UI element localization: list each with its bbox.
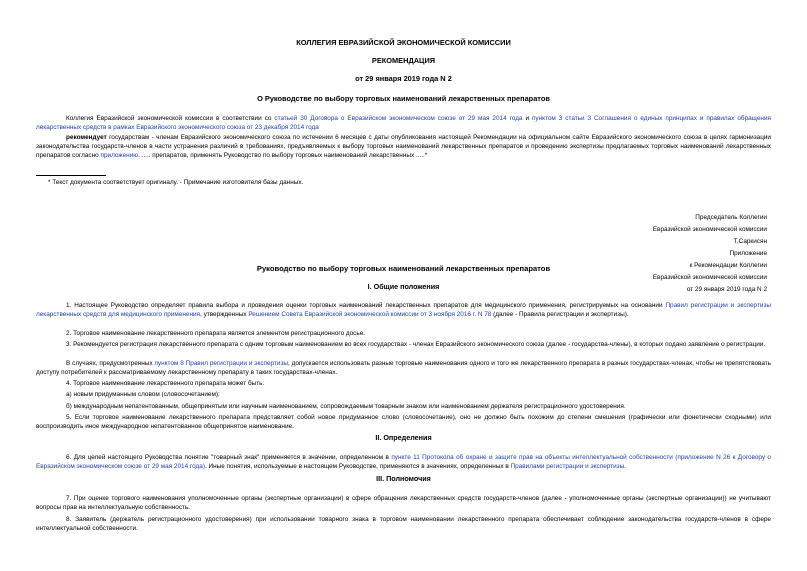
link-registration-rules[interactable]: Правил регистрации и экспертизы лекарственных средств для медицинского применения xyxy=(36,302,771,318)
body-paragraph-5: 5. Если торговое наименование лекарственного препарата представляет собой новое придуманное слово (словосочетание), оно не должно быть похожим до степени смешения (графически или фонетически сходными) или воспроизводить иное международное непатентованное общепринятое наименование. xyxy=(36,414,771,430)
body-paragraph-4a: а) новым придуманным словом (словосочетанием); xyxy=(66,391,220,398)
intro-paragraph-1: Коллегия Евразийской экономической комиссии в соответствии со статьей 30 Договора о Евразийском экономическом союзе от 29 мая 2014 года и пунктом 3 статьи 3 Соглашения о единых принципах и правилах обращения лекарственных средств в рамках Евразийского экономического союза от 23 декабря 2014 года xyxy=(36,115,771,131)
footnote: * Текст документа соответствует оригиналу. - Примечание изготовителя базы данных. xyxy=(48,179,304,186)
guide-title: Руководство по выбору торговых наименований лекарственных препаратов xyxy=(256,264,551,273)
signature-block: Председатель Коллегии Евразийской экономической комиссии Т.Саркисян Приложение к Рекомендации Коллегии Евразийской экономической комиссии от 29 января 2019 года N 2 xyxy=(652,214,767,293)
body-paragraph-4: 4. Торговое наименование лекарственного препарата может быть: xyxy=(66,380,265,387)
doc-date-heading: от 29 января 2019 года N 2 xyxy=(355,74,452,83)
org-heading: КОЛЛЕГИЯ ЕВРАЗИЙСКОЙ ЭКОНОМИЧЕСКОЙ КОМИССИИ xyxy=(296,38,511,47)
body-paragraph-3b: В случаях, предусмотренных пунктом 8 Правил регистрации и экспертизы, допускается использовать разные торговые наименования одного и того же лекарственного препарата в разных государствах-членах, чтобы не препятствовать доступу потребителей к рассматриваемому лекарственному препарату в таких государствах-членах. xyxy=(36,360,771,376)
body-paragraph-1: 1. Настоящее Руководство определяет правила выбора и проведения оценки торговых наименований лекарственных препаратов для медицинского применения, регистрируемых на основании Правил регистрации и экспертизы лекарственных средств для медицинского применения, утвержденных Решением Совета Евразийской экономической комиссии от 3 ноября 2016 г. N 78 (далее - Правила регистрации и экспертизы). xyxy=(36,302,771,318)
section-1-heading: I. Общие положения xyxy=(367,282,440,291)
body-paragraph-3: 3. Рекомендуется регистрация лекарственного препарата с одним торговым наименованием во всех государствах - членах Евразийского экономического союза (далее - государства-члены), в которых подано заявление о регистрации. xyxy=(66,341,766,348)
body-paragraph-6: 6. Для целей настоящего Руководства понятие "товарный знак" применяется в значении, определенном в пункте 11 Протокола об охране и защите прав на объекты интеллектуальной собственности (приложение N 26 к Договору о Евразийском экономическом союзе от 29 мая 2014 года). Иные понятия, используемые в настоящем Руководстве, применяются в значениях, определенных в Правилами регистрации и экспертизы. xyxy=(36,454,771,470)
section-2-heading: II. Определения xyxy=(375,433,432,442)
body-paragraph-4b: б) международным непатентованным, общепринятым или научным наименованием, сопровождаемым товарным знаком или наименованием держателя регистрационного удостоверения. xyxy=(66,403,626,410)
link-appendix[interactable]: приложению xyxy=(100,152,139,159)
link-treaty-art30[interactable]: статьей 30 Договора о Евразийском экономическом союзе от 29 мая 2014 года xyxy=(274,115,523,122)
doc-type-heading: РЕКОМЕНДАЦИЯ xyxy=(371,56,436,65)
link-registration-rules-2[interactable]: Правилами регистрации и экспертизы xyxy=(510,463,625,470)
link-rules-item-8[interactable]: пунктом 8 Правил регистрации и экспертизы xyxy=(154,360,288,367)
link-agreement-art3[interactable]: пунктом 3 статьи 3 Соглашения о единых принципах и правилах обращения лекарственных средств в рамках Евразийского экономического союза от 23 декабря 2014 года xyxy=(36,115,771,131)
footnote-divider xyxy=(36,175,106,176)
body-paragraph-7: 7. При оценке торгового наименования уполномоченные органы (экспертные организации) в сфере обращения лекарственных средств государств-членов (далее - уполномоченные органы (экспертные организации)) не учитывают вопросы прав на интеллектуальную собственность. xyxy=(36,495,771,511)
link-protocol-item-11[interactable]: пункте 11 Протокола об охране и защите прав на объекты интеллектуальной собственности (приложение N 26 к Договору о Евразийском экономическом союзе от 29 мая 2014 года) xyxy=(36,454,771,470)
link-council-decision-78[interactable]: Решением Совета Евразийской экономической комиссии от 3 ноября 2016 г. N 78 xyxy=(248,311,492,318)
intro-paragraph-2: рекомендует государствам - членам Евразийского экономического союза по истечении 6 месяцев с даты опубликования настоящей Рекомендации на официальном сайте Евразийского экономического союза в целях гармонизации законодательства государств-членов в части устранения различий в требованиях, предъявляемых к выбору торговых наименований лекарственных препаратов и проведению экспертизы предлагаемых торговых наименований лекарственных препаратов согласно приложению. ..... препаратов, применять Руководство по выбору торговых наименований лекарственных .....* xyxy=(36,134,771,159)
body-paragraph-2: 2. Торговое наименование лекарственного препарата является элементом регистрационного досье. xyxy=(66,330,366,337)
body-paragraph-8: 8. Заявитель (держатель регистрационного удостоверения) при использовании товарного знака в торговом наименовании лекарственного препарата обеспечивает соблюдение законодательства государств-членов в сфере интеллектуальной собственности. xyxy=(36,516,771,532)
section-3-heading: III. Полномочия xyxy=(376,474,431,483)
doc-title-heading: О Руководстве по выбору торговых наименований лекарственных препаратов xyxy=(257,94,550,103)
